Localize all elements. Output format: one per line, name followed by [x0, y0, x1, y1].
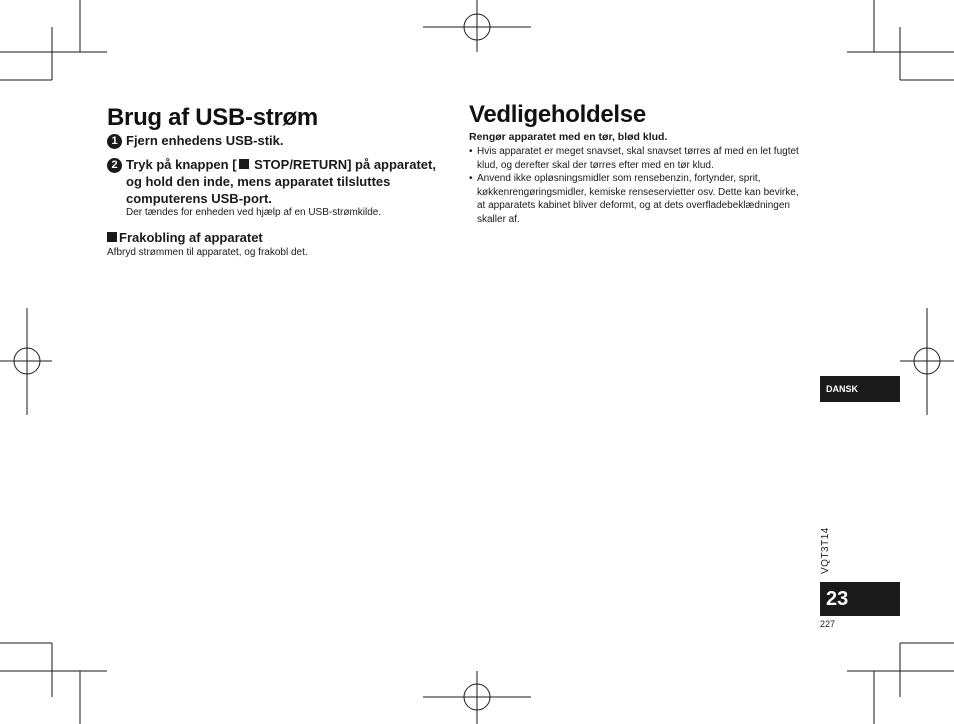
- subsection-heading: [107, 230, 263, 245]
- step-number-2: 2: [107, 158, 122, 173]
- section-title-maintenance: Vedligeholdelse: [469, 101, 646, 128]
- total-page-number: 227: [820, 619, 836, 629]
- page-number: 23: [820, 582, 900, 616]
- model-code: VQT3T14: [820, 527, 831, 574]
- maintenance-list: [469, 145, 799, 227]
- step-2-note: Der tændes for enheden ved hjælp af en USB-strømkilde.: [126, 207, 382, 218]
- list-item: [469, 172, 799, 226]
- step-1-text: Fjern enhedens USB-stik.: [126, 133, 284, 148]
- heading-square-icon: [107, 232, 117, 242]
- bullet-icon: •: [469, 173, 473, 185]
- step-2-text: [126, 156, 451, 207]
- list-item-text: Hvis apparatet er meget snavset, skal snavset tørres af med en let fugtet klud, og derefter skal der tørres efter med en tør klud.: [477, 146, 799, 171]
- subsection-text: Afbryd strømmen til apparatet, og frakobl det.: [107, 247, 308, 258]
- step-2: [107, 156, 451, 207]
- step-number-1: 1: [107, 134, 122, 149]
- step-1: [107, 132, 451, 149]
- list-item-text: Anvend ikke opløsningsmidler som rensebenzin, fortynder, sprit, køkkenrengøringsmidler, kemiske renseservietter osv. Dette kan bevirke, at apparatets kabinet bliver deformt, og at dets overfladebeklædningen skaller af.: [477, 173, 799, 225]
- bullet-icon: •: [469, 146, 473, 157]
- maintenance-lead: Rengør apparatet med en tør, blød klud.: [469, 131, 668, 143]
- step-2-text-start: Tryk på knappen [: [126, 157, 237, 172]
- stop-square-icon: [239, 159, 249, 169]
- subsection-heading-text: Frakobling af apparatet: [119, 230, 263, 245]
- list-item: [469, 145, 799, 172]
- step-2-text-end: STOP/RETURN] på apparatet, og hold den inde, mens apparatet tilsluttes computerens USB-port.: [126, 157, 436, 206]
- section-title-usb-power: Brug af USB-strøm: [107, 104, 318, 131]
- language-tab: DANSK: [820, 376, 900, 402]
